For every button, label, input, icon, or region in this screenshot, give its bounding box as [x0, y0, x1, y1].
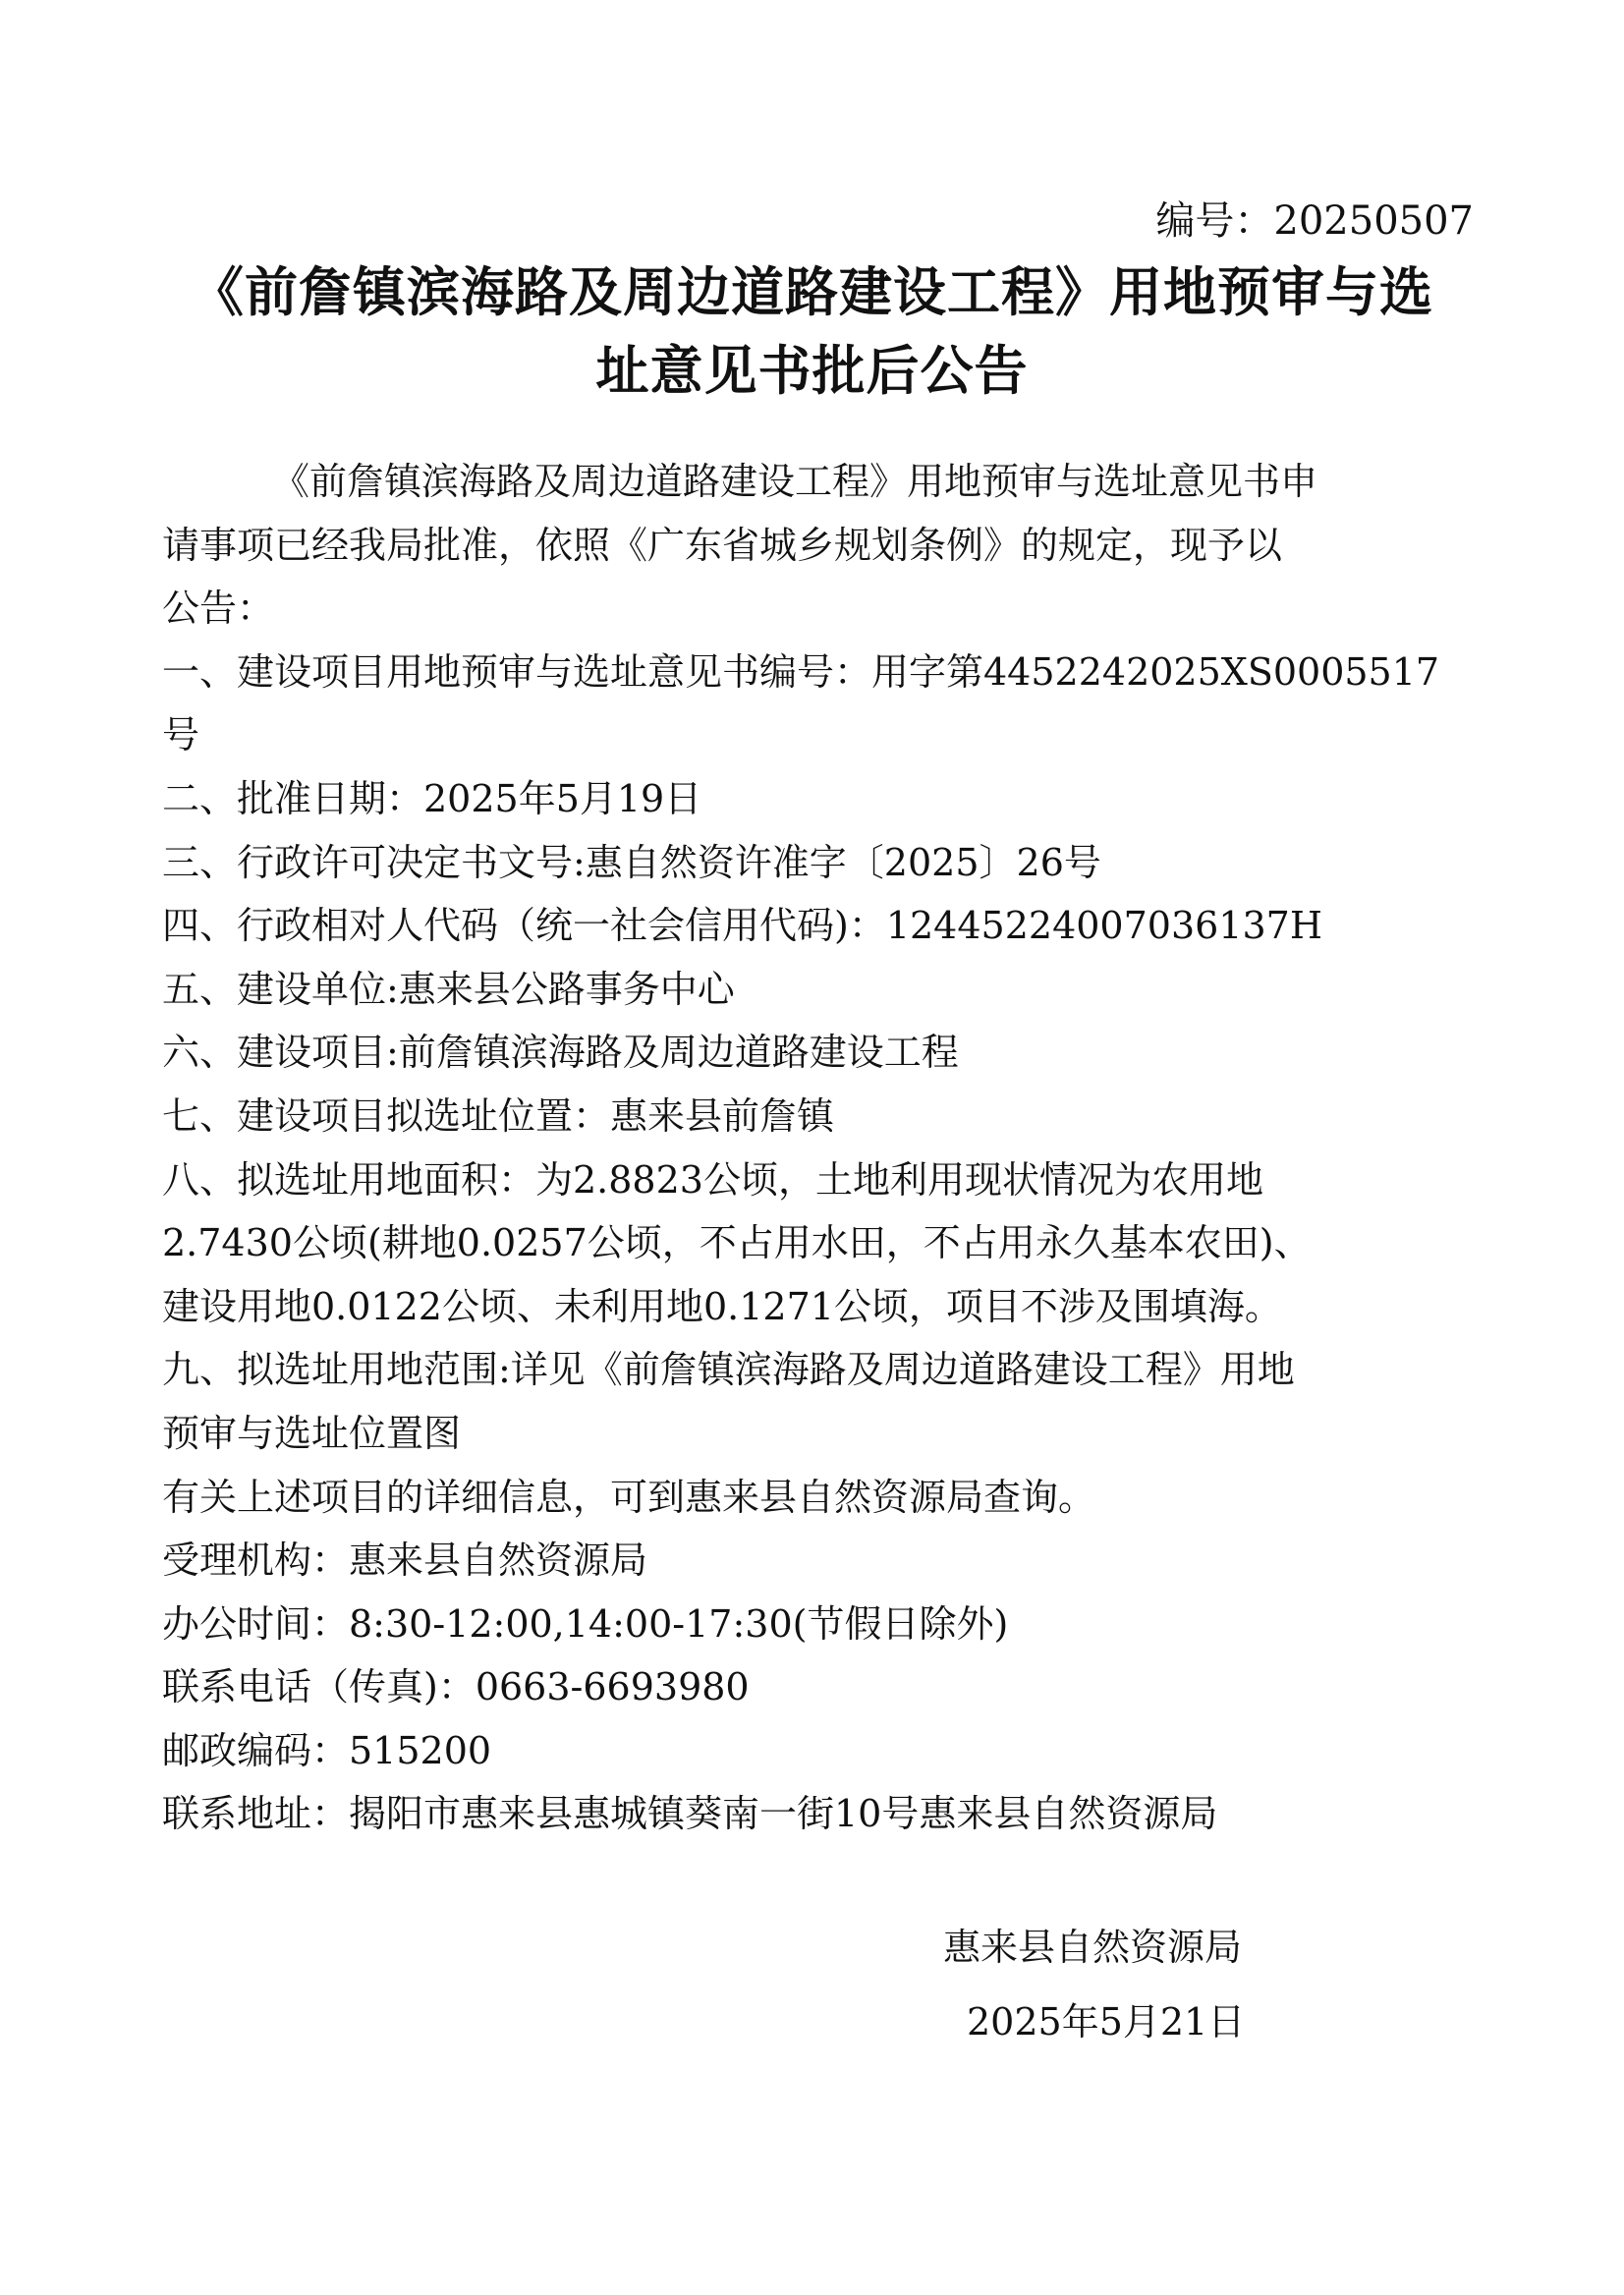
item-1-line-2: 号 — [162, 713, 200, 757]
signature-block — [943, 1910, 1245, 2059]
document-title — [147, 253, 1477, 411]
item-6: 六、建设项目:前詹镇滨海路及周边道路建设工程 — [162, 1031, 959, 1075]
document-number: 编号：20250507 — [1155, 198, 1474, 244]
item-5: 五、建设单位:惠来县公路事务中心 — [162, 967, 735, 1011]
item-9-line-1: 九、拟选址用地范围:详见《前詹镇滨海路及周边道路建设工程》用地 — [162, 1348, 1295, 1392]
item-1-line-1: 一、建设项目用地预审与选址意见书编号：用字第4452242025XS0005517 — [162, 649, 1440, 694]
intro-paragraph-line-1: 《前詹镇滨海路及周边道路建设工程》用地预审与选址意见书申 — [272, 460, 1318, 503]
title-line-2: 址意见书批后公告 — [595, 340, 1029, 402]
postcode-line: 邮政编码：515200 — [162, 1728, 492, 1772]
phone-line: 联系电话（传真)：0663-6693980 — [162, 1665, 750, 1709]
office-hours-line: 办公时间：8:30-12:00,14:00-17:30(节假日除外) — [162, 1601, 1009, 1646]
agency-line: 受理机构：惠来县自然资源局 — [162, 1539, 648, 1583]
item-8-line-1: 八、拟选址用地面积：为2.8823公顷，土地利用现状情况为农用地 — [162, 1157, 1263, 1202]
item-8-line-3: 建设用地0.0122公顷、未利用地0.1271公顷，项目不涉及围填海。 — [162, 1284, 1282, 1328]
address-line: 联系地址：揭阳市惠来县惠城镇葵南一街10号惠来县自然资源局 — [162, 1792, 1218, 1836]
title-line-1: 《前詹镇滨海路及周边道路建设工程》用地预审与选 — [191, 261, 1433, 323]
item-3: 三、行政许可决定书文号:惠自然资许准字〔2025〕26号 — [162, 840, 1101, 884]
item-7: 七、建设项目拟选址位置：惠来县前詹镇 — [162, 1093, 835, 1138]
signature-organization: 惠来县自然资源局 — [943, 1926, 1243, 1969]
signature-date: 2025年5月21日 — [967, 2000, 1246, 2043]
item-2: 二、批准日期：2025年5月19日 — [162, 776, 702, 820]
info-line: 有关上述项目的详细信息，可到惠来县自然资源局查询。 — [162, 1475, 1096, 1519]
item-4: 四、行政相对人代码（统一社会信用代码)：12445224007036137H — [162, 904, 1322, 948]
intro-paragraph-line-2: 请事项已经我局批准，依照《广东省城乡规划条例》的规定，现予以 — [162, 523, 1283, 567]
intro-paragraph-line-3: 公告： — [162, 587, 275, 631]
document-body — [162, 450, 1479, 1846]
item-8-line-2: 2.7430公顷(耕地0.0257公顷，不占用水田，不占用永久基本农田)、 — [162, 1221, 1312, 1265]
item-9-line-2: 预审与选址位置图 — [162, 1411, 462, 1455]
